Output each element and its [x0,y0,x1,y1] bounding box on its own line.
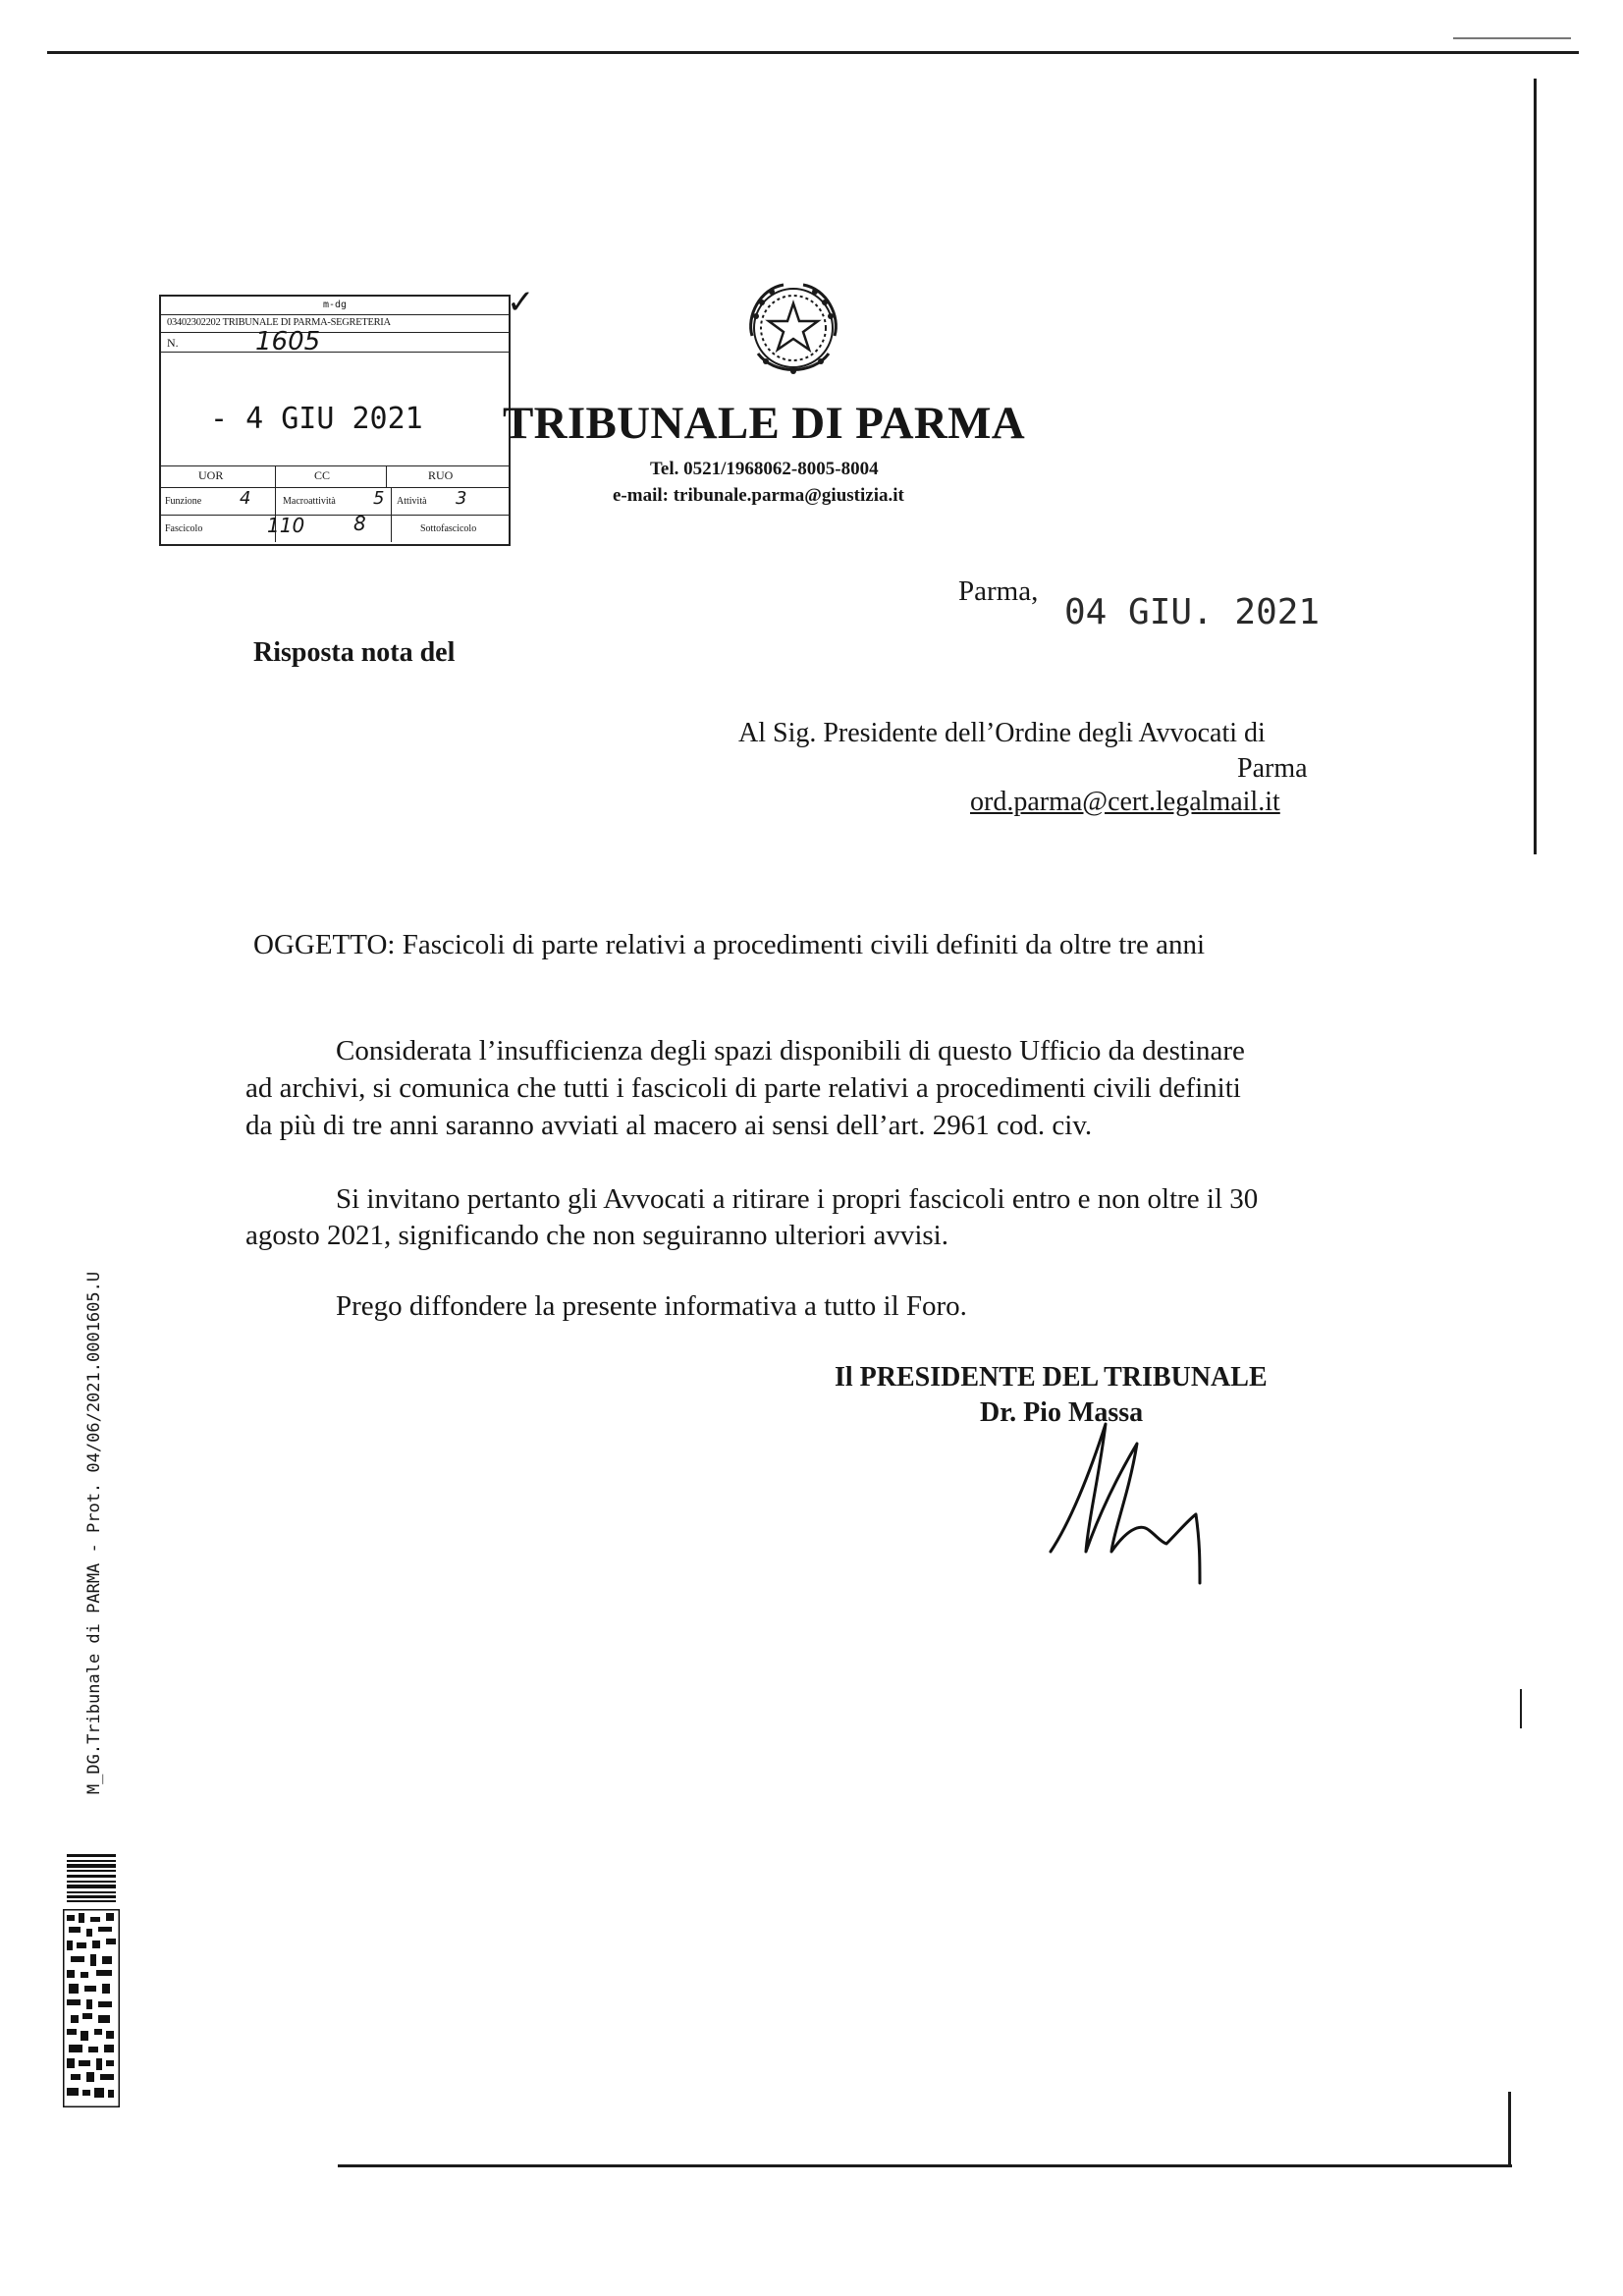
side-protocol-number: M_DG.Tribunale di PARMA - Prot. 04/06/2021.0001605.U [84,1271,104,1795]
scan-right-border [1534,79,1537,854]
stamp-number-value: 1605 [255,327,321,356]
stamp-col-ruo: RUO [428,468,454,482]
datamatrix-code-icon [63,1909,120,2107]
court-email: e-mail: tribunale.parma@giustizia.it [613,485,904,506]
body-p3: Prego diffondere la presente informativa a tutto il Foro. [336,1290,967,1322]
recipient-line-2: Parma [1237,753,1308,784]
body-p1-line-3: da più di tre anni saranno avviati al macero ai sensi dell’art. 2961 cod. civ. [245,1110,1093,1141]
court-phone: Tel. 0521/1968062-8005-8004 [650,459,879,479]
stamp-sottofascicolo-value: 8 [353,512,366,535]
handwritten-signature [1031,1404,1217,1591]
body-p1-line-2: ad archivi, si comunica che tutti i fascicoli di parte relativi a procedimenti civili definiti [245,1072,1241,1104]
stamp-macro-value: 5 [373,488,385,509]
stamp-funzione-value: 4 [240,488,251,509]
reply-note-label: Risposta nota del [253,637,456,668]
scan-top-border [47,51,1579,54]
stamp-checkmark: ✓ [507,283,535,322]
scan-bottom-border [338,2164,1512,2167]
stamp-fascicolo-value: 110 [267,514,305,537]
barcode-icon [65,1854,118,1903]
recipient-email-link[interactable]: ord.parma@cert.legalmail.it [970,787,1280,817]
scan-right-mark-1 [1520,1689,1522,1728]
body-p2-line-2: agosto 2021, significando che non seguiranno ulteriori avvisi. [245,1220,948,1251]
italian-republic-emblem-icon [738,277,848,381]
body-p2-line-1: Si invitano pertanto gli Avvocati a ritirare i propri fascicoli entro e non oltre il 30 [336,1183,1259,1215]
stamp-col-cc: CC [314,468,331,482]
stamp-macro-label: Macroattività [283,496,336,507]
date-stamp: 04 GIU. 2021 [1064,592,1321,632]
stamp-fascicolo-label: Fascicolo [165,523,203,534]
place-label: Parma, [958,575,1039,607]
subject-line: OGGETTO: Fascicoli di parte relativi a procedimenti civili definiti da oltre tre anni [253,929,1206,960]
stamp-funzione-label: Funzione [165,496,202,507]
stamp-date: - 4 GIU 2021 [210,402,423,436]
court-title: TRIBUNALE DI PARMA [503,398,1025,449]
body-p1-line-1: Considerata l’insufficienza degli spazi disponibili di questo Ufficio da destinare [336,1035,1245,1066]
scan-top-edge [1453,37,1571,39]
recipient-line-1: Al Sig. Presidente dell’Ordine degli Avvocati di [738,718,1266,748]
stamp-col-uor: UOR [198,468,224,482]
stamp-sottofascicolo-label: Sottofascicolo [420,523,477,534]
stamp-top-label: m-dg [322,300,348,310]
stamp-office-line: 03402302202 TRIBUNALE DI PARMA-SEGRETERIA [167,317,391,328]
stamp-attivita-label: Attività [397,496,427,507]
protocol-stamp [159,295,511,546]
stamp-attivita-value: 3 [456,488,467,509]
scan-right-mark-2 [1508,2092,1511,2166]
signature-role: Il PRESIDENTE DEL TRIBUNALE [835,1362,1268,1393]
signature-name: Dr. Pio Massa [980,1397,1144,1428]
stamp-number-label: N. [167,336,179,350]
